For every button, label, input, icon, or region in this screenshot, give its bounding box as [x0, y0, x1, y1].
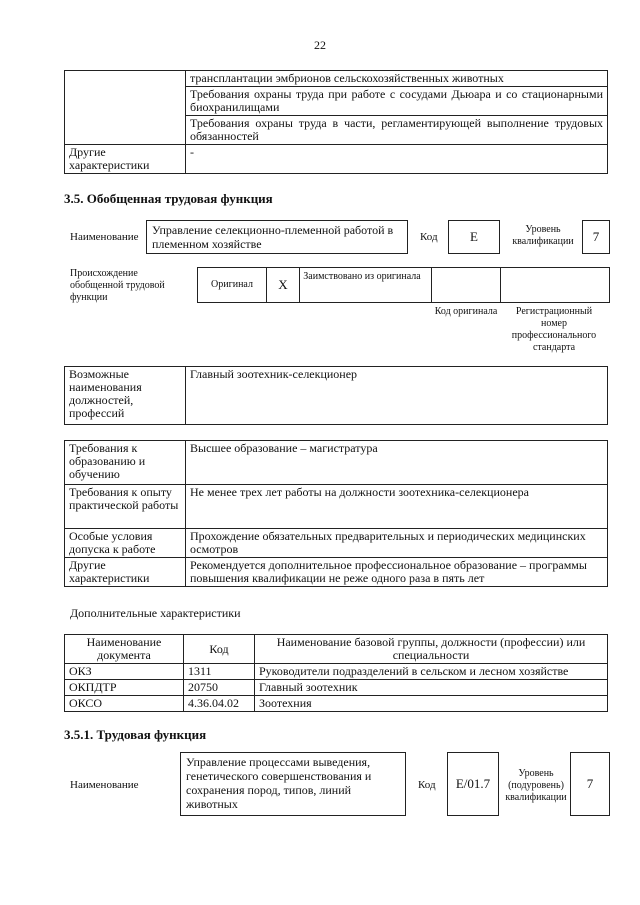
top-continuation-table — [64, 70, 608, 174]
code-label: Код — [418, 779, 436, 791]
code-value-box: E/01.7 — [447, 752, 499, 816]
cell-group: Главный зоотехник — [255, 680, 608, 696]
level-value-box: 7 — [570, 752, 610, 816]
borrowed-label: Заимствовано из оригинала — [303, 271, 421, 282]
cell-code: 1311 — [184, 664, 255, 680]
cell-code: 4.36.04.02 — [184, 696, 255, 712]
row-label: Требования к опыту практической работы — [65, 485, 186, 529]
section-heading: 3.5.1. Трудовая функция — [64, 727, 207, 742]
origin-box — [197, 267, 610, 303]
table-row — [65, 441, 608, 485]
additional-title: Дополнительные характеристики — [70, 606, 241, 620]
row-text: Не менее трех лет работы на должности зоотехника-селекционера — [186, 485, 608, 529]
table-row — [65, 71, 608, 87]
original-label: Оригинал — [211, 279, 253, 290]
cell-code: 20750 — [184, 680, 255, 696]
divider — [500, 268, 501, 302]
row-label: Особые условия допуска к работе — [65, 529, 186, 558]
name-label: Наименование — [70, 231, 139, 243]
divider — [431, 268, 432, 302]
original-mark: X — [266, 268, 300, 302]
orig-code-caption: Код оригинала — [434, 306, 498, 317]
table-row — [65, 696, 608, 712]
function-name-box: Управление процессами выведения, генетического совершенствования и сохранения пород, типов, линий животных — [180, 752, 406, 816]
page-number: 22 — [314, 38, 326, 52]
row-label: Другие характеристики — [65, 145, 186, 174]
row-label: Другие характеристики — [65, 558, 186, 587]
section-heading: 3.5. Обобщенная трудовая функция — [64, 191, 273, 206]
table-row — [65, 145, 608, 174]
row-text: Высшее образование – магистратура — [186, 441, 608, 485]
origin-label: Происхождение обобщенной трудовой функции — [70, 268, 165, 303]
table-row — [65, 558, 608, 587]
row-text: Рекомендуется дополнительное профессиональное образование – программы повышения квалификации не реже одного раза в пять лет — [186, 558, 608, 587]
header-group: Наименование базовой группы, должности (профессии) или специальности — [255, 635, 608, 664]
cell-doc: ОКПДТР — [65, 680, 184, 696]
code-label: Код — [420, 231, 438, 243]
positions-table — [64, 366, 608, 425]
reg-number-caption: Регистрационный номер профессионального стандарта — [511, 306, 597, 353]
row-text: Главный зоотехник-селекционер — [186, 367, 608, 425]
cell-doc: ОКЗ — [65, 664, 184, 680]
row-text: Требования охраны труда при работе с сосудами Дьюара и со стационарными биохранилищами — [186, 87, 608, 116]
cell-group: Зоотехния — [255, 696, 608, 712]
row-label: Требования к образованию и обучению — [65, 441, 186, 485]
header-doc: Наименование документа — [65, 635, 184, 664]
row-text: трансплантации эмбрионов сельскохозяйственных животных — [186, 71, 608, 87]
row-label — [65, 71, 186, 145]
header-code: Код — [184, 635, 255, 664]
table-row — [65, 664, 608, 680]
table-row — [65, 680, 608, 696]
table-row — [65, 529, 608, 558]
row-text: Прохождение обязательных предварительных и периодических медицинских осмотров — [186, 529, 608, 558]
row-text: Требования охраны труда в части, регламентирующей выполнение трудовых обязанностей — [186, 116, 608, 145]
level-label: Уровень (подуровень) квалификации — [505, 768, 567, 803]
requirements-table — [64, 440, 608, 587]
cell-doc: ОКСО — [65, 696, 184, 712]
row-label: Возможные наименования должностей, профессий — [65, 367, 186, 425]
additional-table — [64, 634, 608, 712]
function-name-box: Управление селекционно-племенной работой в племенном хозяйстве — [146, 220, 408, 254]
level-value-box: 7 — [582, 220, 610, 254]
table-header-row — [65, 635, 608, 664]
table-row — [65, 367, 608, 425]
cell-group: Руководители подразделений в сельском и лесном хозяйстве — [255, 664, 608, 680]
table-row — [65, 485, 608, 529]
level-label: Уровень квалификации — [512, 224, 574, 247]
row-text: - — [186, 145, 608, 174]
code-value-box: E — [448, 220, 500, 254]
name-label: Наименование — [70, 779, 139, 791]
